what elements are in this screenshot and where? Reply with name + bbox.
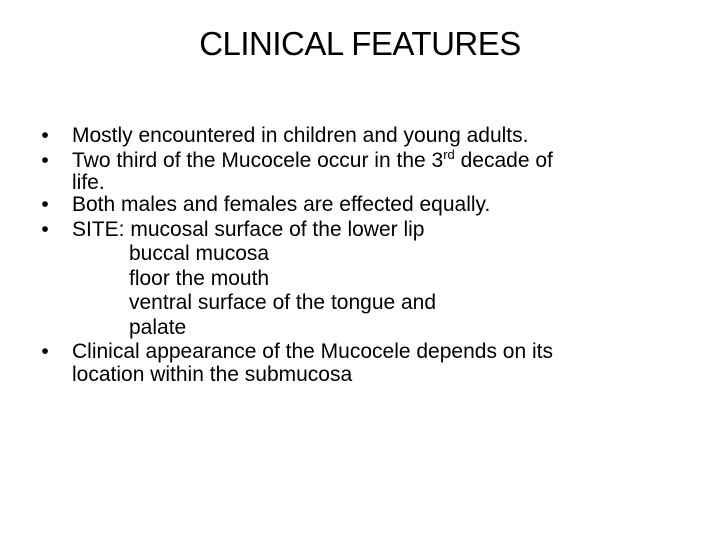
superscript-text: rd [443, 146, 455, 162]
bullet-continuation: life. [72, 171, 105, 194]
bullet-text: Mostly encountered in children and young adults. [72, 124, 529, 147]
bullet-text: mucosal surface of the lower lip [124, 217, 425, 241]
bullet-icon: • [41, 217, 49, 241]
slide-title: CLINICAL FEATURES [199, 25, 521, 62]
site-sub-line: buccal mucosa [129, 242, 270, 265]
bullet-text: Two third of the Mucocele occur in the 3 [72, 148, 444, 172]
bullet-item [38, 218, 678, 341]
bullet-text: Clinical appearance of the Mucocele depends on its [72, 340, 553, 363]
bullet-text: Both males and females are effected equally. [72, 193, 491, 216]
bullet-icon: • [41, 124, 49, 147]
bullet-icon: • [41, 148, 49, 172]
site-sub-line: ventral surface of the tongue and [129, 291, 437, 314]
site-sub-line: palate [129, 315, 187, 339]
bullet-item [38, 146, 678, 194]
bullet-item [38, 124, 678, 149]
bullet-item [38, 340, 678, 385]
bullet-list [38, 124, 678, 385]
bullet-icon: • [41, 193, 49, 216]
bullet-continuation: location within the submucosa [72, 362, 353, 386]
site-label: SITE: [72, 217, 125, 241]
bullet-item [38, 193, 678, 218]
bullet-text-after: decade of [454, 148, 553, 172]
site-sub-line: floor the mouth [129, 266, 270, 290]
bullet-icon: • [41, 340, 49, 363]
